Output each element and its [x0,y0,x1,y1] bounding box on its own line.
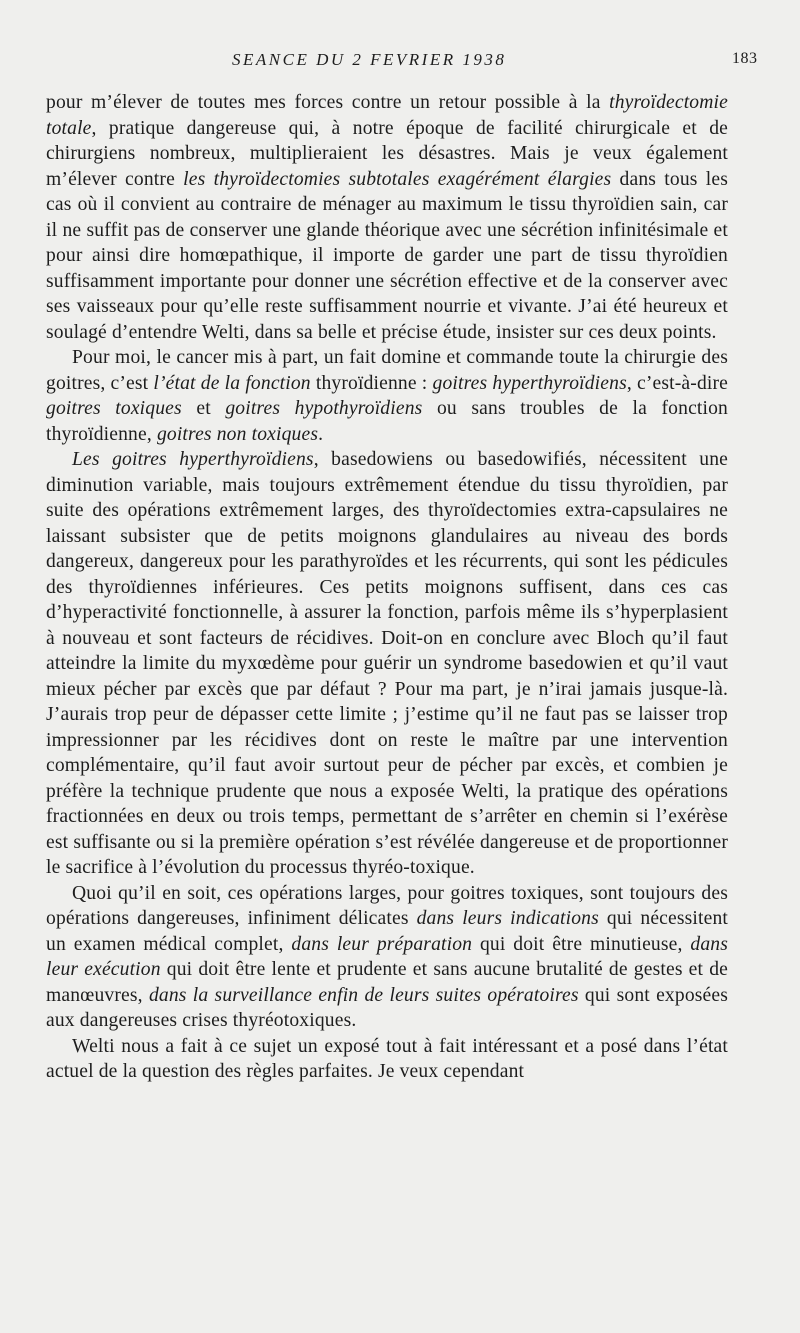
paragraph-4 [46,881,728,1034]
italic-run: dans leurs indications [416,908,599,929]
page-number: 183 [732,50,758,67]
text-run: ou sans troubles de la fonction thyroïdienne, [46,398,728,445]
header-title: SEANCE DU 2 FEVRIER 1938 [232,50,507,69]
text-run: pour m’élever de toutes mes forces contre un retour possible à la [46,92,610,113]
text-run: qui doit être minutieuse, [472,933,691,955]
text-run: Pour moi, le cancer mis à part, un fait domine et commande toute la chirurgie des goitres, c’est [46,347,728,394]
text-run: , basedowiens ou basedowifiés, nécessitent une diminution variable, mais toujours extrêmement étendue du tissu thyroïdien, par suite des opérations extrêmement larges, des thyroïdectomies extra-capsulaires ne laissant subsister que de petits moignons glandulaires au niveau des bords dangereux, dangereux pour les parathyroïdes et les récurrents, qui sont les pédicules des thyroïdiennes inférieures. Ces petits moignons suffisent, dans ces cas d’hyperactivité fonctionnelle, à assurer la fonction, parfois même ils s’hyperplasient à nouveau et sont facteurs de récidives. Doit-on en conclure avec Bloch qu’il faut atteindre la limite du myxœdème pour guérir un syndrome basedowien et qu’il vaut mieux pécher par excès que par défaut ? Pour ma part, je n’irai jamais jusque-là. J’aurais trop peur de dépasser cette limite ; j’estime qu’il ne faut pas se laisser trop impressionner par les récidives dont on reste le maître par une intervention complémentaire, qu’il faut avoir surtout peur de pécher par excès, et combien je préfère la technique prudente que nous a exposée Welti, la pratique des opérations fractionnées en deux ou trois temps, permettant de s’arrêter en chemin si l’exérèse est suffisante ou si la première opération s’est révélée dangereuse et de proportionner le sacrifice à l’évolution du processus thyréo-toxique. [46,449,728,878]
italic-run: goitres non toxiques [156,423,319,445]
paragraph-3 [46,447,728,881]
italic-run: dans la surveillance enfin de leurs suites opératoires [148,984,579,1006]
text-run: dans tous les cas où il convient au contraire de ménager au maximum le tissu thyroïdien sain, car il ne suffit pas de conserver une glande théorique avec une sécrétion infinitésimale et pour ainsi dire homœpathique, il importe de garder une part de tissu thyroïdien suffisamment importante pour donner une sécrétion effective et de la conserver avec ses vaisseaux pour qu’elle reste suffisamment nourrie et vivante. J’ai été heureux et soulagé d’entendre Welti, dans sa belle et précise étude, insister sur ces deux points. [46,168,728,343]
paragraph-5 [46,1034,728,1085]
text-run: Welti nous a fait à ce sujet un exposé tout à fait intéressant et a posé dans l’état actuel de la question des règles parfaites. Je veux cependant [46,1035,728,1082]
italic-run: goitres hypothyroïdiens [225,398,423,419]
text-run: qui sont exposées aux dangereuses crises thyréotoxiques. [46,984,729,1031]
text-run: qui nécessitent un examen médical complet, [46,908,728,955]
paragraph-2 [46,345,728,447]
text-run: et [181,398,226,419]
italic-run: dans leur préparation [291,933,473,955]
text-run: thyroïdienne : [310,372,433,394]
body-text [46,90,728,1085]
italic-run: thyroïdectomie totale [46,92,728,139]
italic-run: dans leur exécution [46,933,728,980]
italic-run: goitres hyperthyroïdiens [432,372,627,394]
text-run: , pratique dangereuse qui, à notre époque de facilité chirurgicale et de chirurgiens nombreux, multiplieraient les désastres. Mais je veux également m’élever contre [46,117,728,190]
text-run: . [318,423,324,445]
text-run: , c’est-à-dire [626,372,729,394]
italic-run: goitres toxiques [46,398,182,419]
italic-run: les thyroïdectomies subtotales exagérément élargies [183,168,612,190]
italic-run: l’état de la fonction [153,372,311,394]
text-run: Quoi qu’il en soit, ces opérations larges, pour goitres toxiques, sont toujours des opérations dangereuses, infiniment délicates [46,882,728,929]
italic-run: Les goitres hyperthyroïdiens [72,449,314,470]
running-header [0,46,800,72]
paragraph-1 [46,90,728,345]
text-run: qui doit être lente et prudente et sans aucune brutalité de gestes et de manœuvres, [46,959,728,1006]
